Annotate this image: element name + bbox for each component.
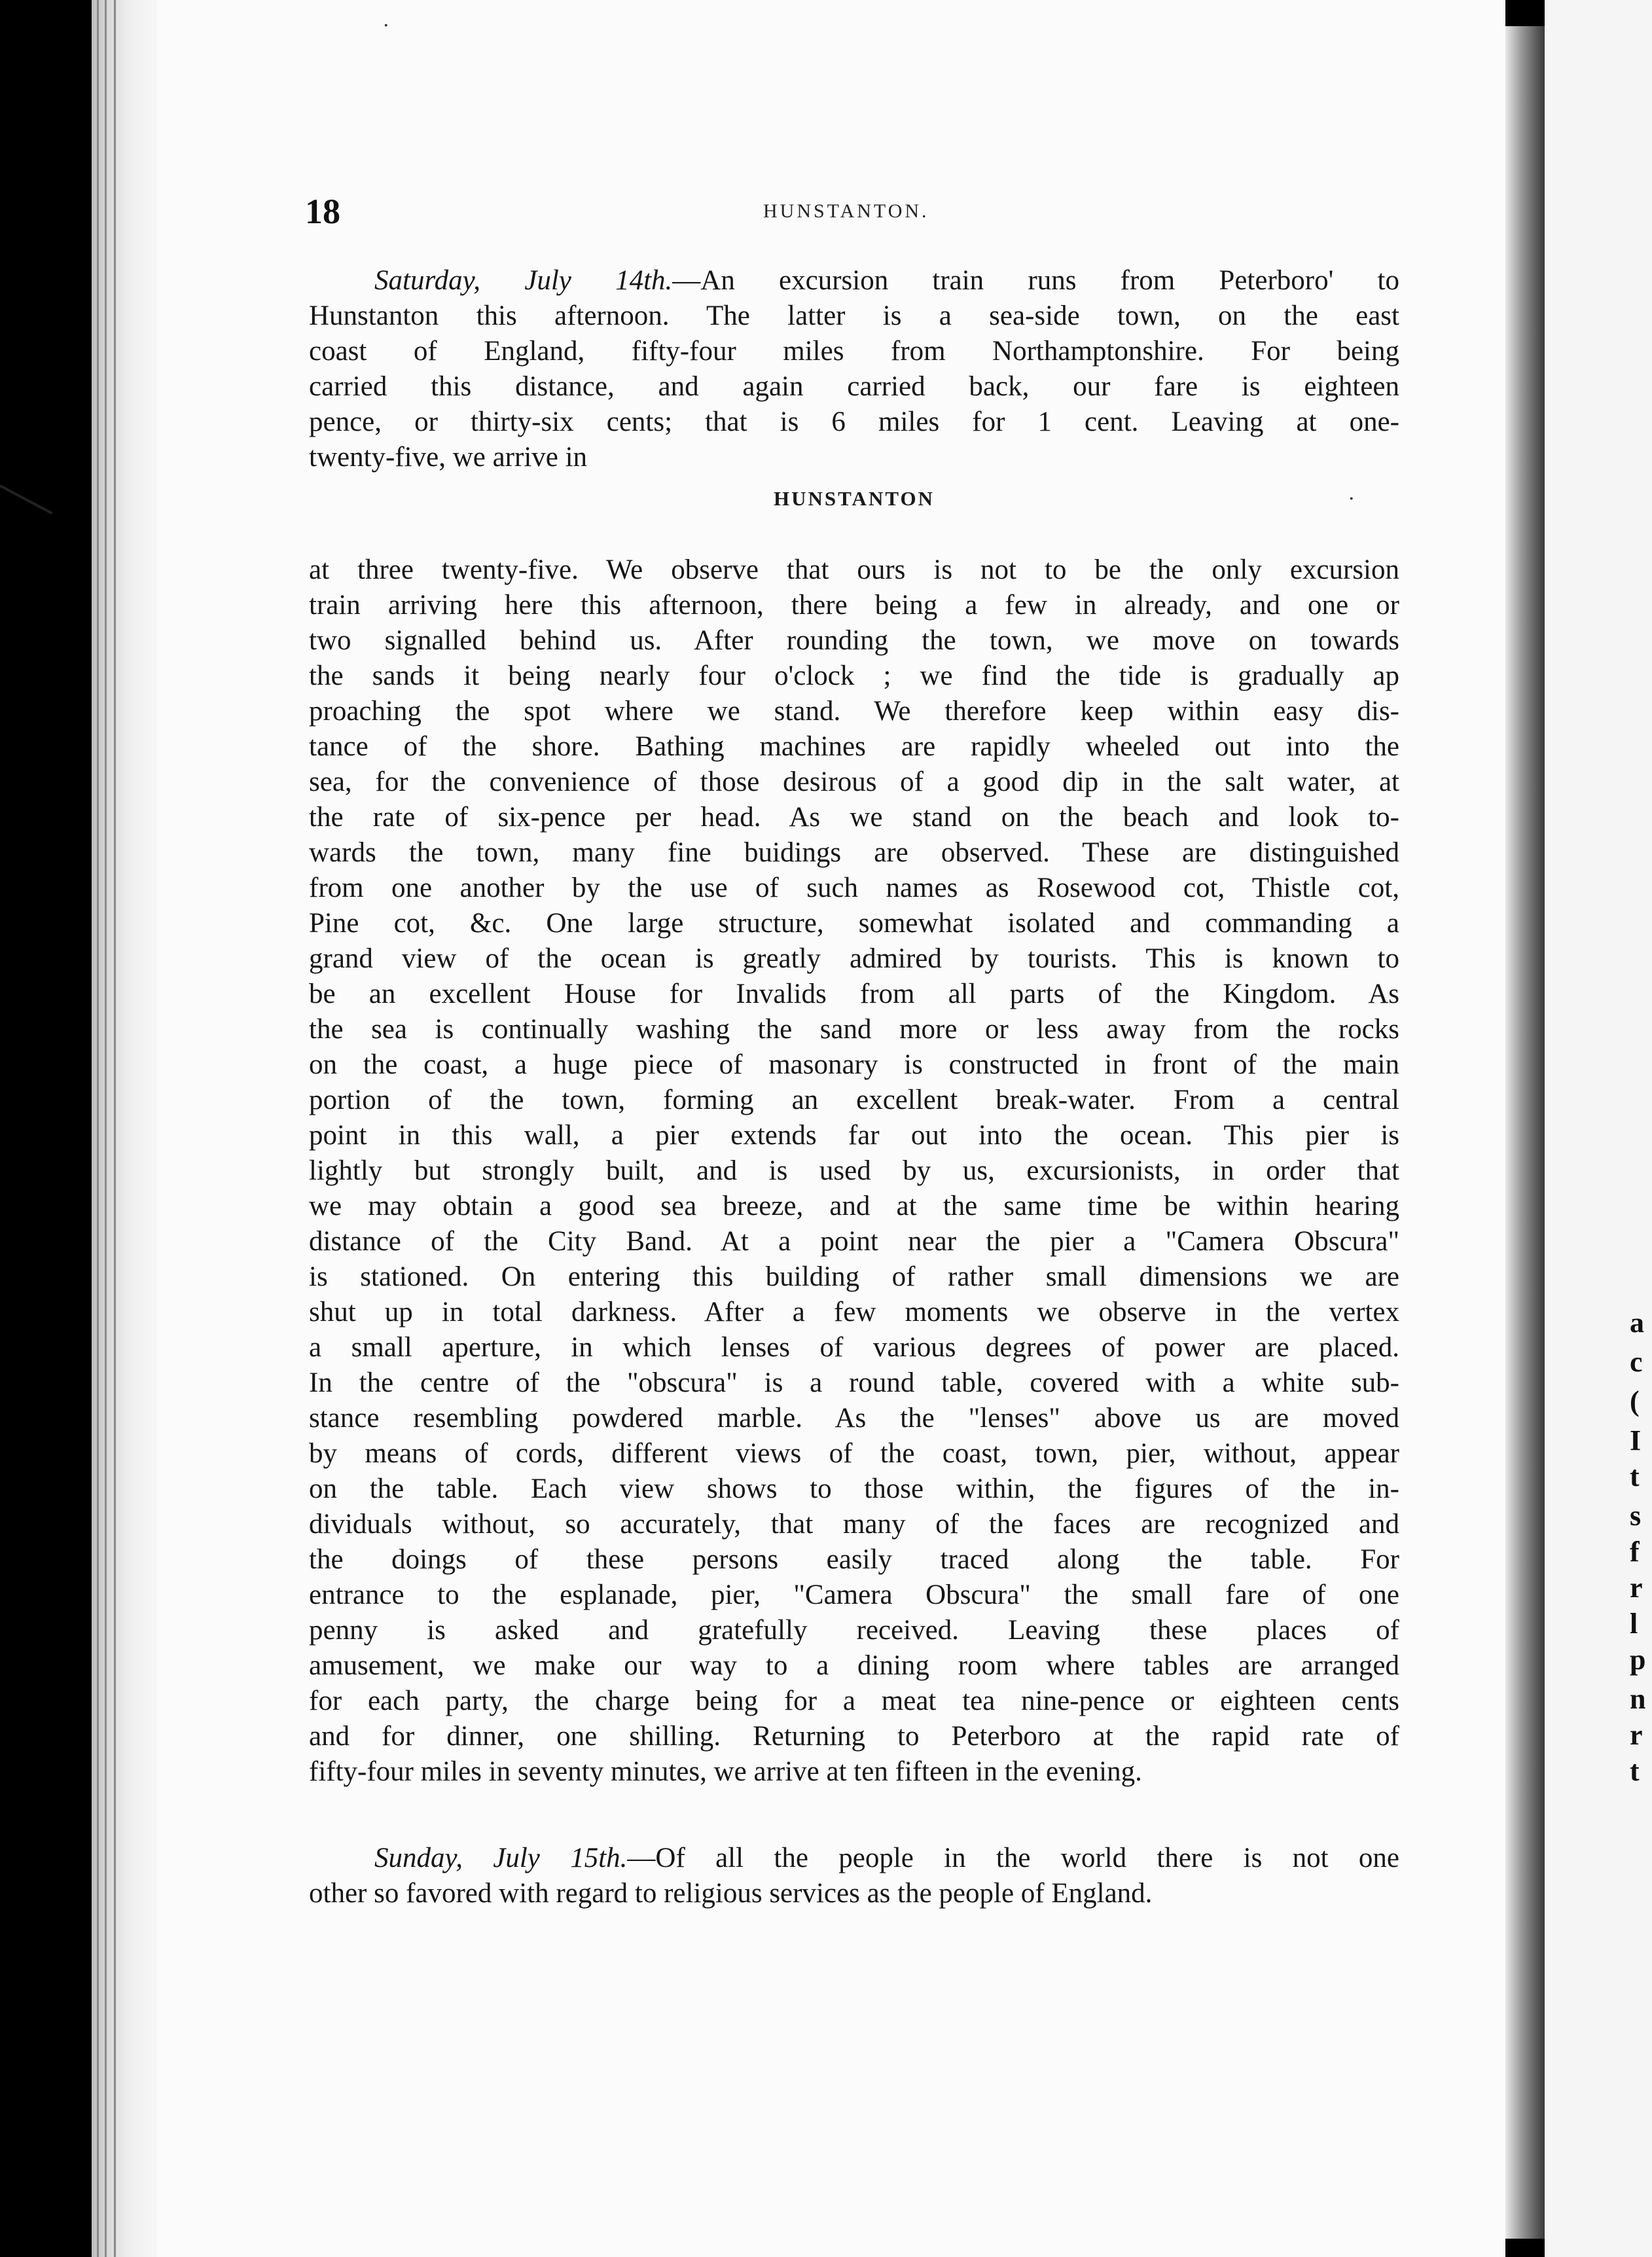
facing-page-fragment: l	[1630, 1608, 1638, 1640]
paragraph-line: two signalled behind us. After rounding the town, we move on towards	[309, 625, 1399, 656]
paragraph-line: the sea is continually washing the sand more or less away from the rocks	[309, 1014, 1399, 1045]
paragraph-line: distance of the City Band. At a point near the pier a "Camera Obscura"	[309, 1226, 1399, 1257]
binding-line	[105, 0, 107, 2257]
paragraph-line: the sands it being nearly four o'clock ; we find the tide is gradually ap	[309, 660, 1399, 691]
paragraph-line: a small aperture, in which lenses of various degrees of power are placed.	[309, 1332, 1399, 1363]
paragraph-line: for each party, the charge being for a meat tea nine-pence or eighteen cents	[309, 1686, 1399, 1716]
paragraph-line: by means of cords, different views of the coast, town, pier, without, appear	[309, 1438, 1399, 1469]
facing-page-fragment: p	[1630, 1644, 1646, 1676]
binding-line	[97, 0, 99, 2257]
date-heading: Saturday, July 14th.	[374, 265, 673, 296]
section-heading: HUNSTANTON	[774, 487, 935, 510]
facing-page-fragment: s	[1630, 1500, 1642, 1532]
paragraph-line: In the centre of the "obscura" is a round table, covered with a white sub-	[309, 1367, 1399, 1398]
paragraph-line: stance resembling powdered marble. As the "lenses" above us are moved	[309, 1403, 1399, 1434]
paragraph-line: carried this distance, and again carried back, our fare is eighteen	[309, 371, 1399, 402]
paragraph-line: tance of the shore. Bathing machines are rapidly wheeled out into the	[309, 731, 1399, 762]
facing-page-fragment: f	[1630, 1536, 1640, 1568]
facing-page-fragment: I	[1630, 1424, 1642, 1456]
paragraph-line: on the table. Each view shows to those within, the figures of the in-	[309, 1473, 1399, 1504]
paragraph-line: other so favored with regard to religious services as the people of England.	[309, 1878, 1153, 1909]
book-binding-edge	[92, 0, 157, 2257]
paragraph-line: sea, for the convenience of those desirous of a good dip in the salt water, at	[309, 767, 1399, 797]
paragraph-saturday	[309, 263, 1399, 475]
paragraph-line: is stationed. On entering this building of rather small dimensions we are	[309, 1261, 1399, 1292]
paragraph-sunday	[309, 1841, 1399, 1911]
paragraph-line: train arriving here this afternoon, there being a few in already, and one or	[309, 590, 1399, 621]
paragraph-hunstanton	[309, 552, 1399, 1790]
dust-speck: ·	[1348, 488, 1355, 511]
paragraph-line: point in this wall, a pier extends far out into the ocean. This pier is	[309, 1120, 1399, 1151]
paragraph-line: shut up in total darkness. After a few moments we observe in the vertex	[309, 1297, 1399, 1327]
facing-page-edge	[1545, 0, 1652, 2257]
paragraph-line-text: —Of all the people in the world there is not one	[627, 1843, 1399, 1873]
paragraph-line: the rate of six-pence per head. As we stand on the beach and look to-	[309, 802, 1399, 833]
paragraph-line	[309, 263, 1399, 298]
page-number: 18	[305, 192, 340, 231]
paragraph-line: pence, or thirty-six cents; that is 6 miles for 1 cent. Leaving at one-	[309, 406, 1399, 437]
facing-page-fragment: a	[1630, 1307, 1644, 1339]
facing-page-fragment: t	[1630, 1755, 1640, 1787]
dust-speck: ·	[383, 14, 389, 37]
paragraph-line	[309, 1841, 1399, 1876]
facing-page-fragment: n	[1630, 1683, 1646, 1715]
paragraph-line: portion of the town, forming an excellent break-water. From a central	[309, 1085, 1399, 1115]
paragraph-line: penny is asked and gratefully received. Leaving these places of	[309, 1615, 1399, 1646]
binding-line	[114, 0, 116, 2257]
paragraph-line: amusement, we make our way to a dining room where tables are arranged	[309, 1650, 1399, 1681]
paragraph-line: and for dinner, one shilling. Returning to Peterboro at the rapid rate of	[309, 1721, 1399, 1752]
paragraph-line: twenty-five, we arrive in	[309, 442, 588, 473]
page-gutter-shadow	[1505, 26, 1545, 2239]
paragraph-line: on the coast, a huge piece of masonary is constructed in front of the main	[309, 1049, 1399, 1080]
paragraph-line-text: —An excursion train runs from Peterboro' to	[672, 265, 1399, 296]
paragraph-line: grand view of the ocean is greatly admired by tourists. This is known to	[309, 943, 1399, 974]
facing-page-fragment: r	[1630, 1572, 1643, 1604]
paragraph-line: fifty-four miles in seventy minutes, we arrive at ten fifteen in the evening.	[309, 1756, 1142, 1787]
page-header	[305, 191, 1399, 230]
facing-page-fragment: c	[1630, 1346, 1643, 1378]
paragraph-line: wards the town, many fine buidings are observed. These are distinguished	[309, 837, 1399, 868]
paragraph-line: from one another by the use of such names as Rosewood cot, Thistle cot,	[309, 873, 1399, 903]
paragraph-line: we may obtain a good sea breeze, and at the same time be within hearing	[309, 1191, 1399, 1221]
paragraph-line: coast of England, fifty-four miles from Northamptonshire. For being	[309, 336, 1399, 367]
paragraph-line: dividuals without, so accurately, that many of the faces are recognized and	[309, 1509, 1399, 1540]
paragraph-line: Pine cot, &c. One large structure, somewhat isolated and commanding a	[309, 908, 1399, 939]
paragraph-line: be an excellent House for Invalids from all parts of the Kingdom. As	[309, 979, 1399, 1009]
paragraph-line: Hunstanton this afternoon. The latter is a sea-side town, on the east	[309, 300, 1399, 331]
paragraph-line: the doings of these persons easily traced along the table. For	[309, 1544, 1399, 1575]
paragraph-line: at three twenty-five. We observe that ours is not to be the only excursion	[309, 554, 1399, 585]
paragraph-line: entrance to the esplanade, pier, "Camera Obscura" the small fare of one	[309, 1580, 1399, 1610]
paragraph-line: lightly but strongly built, and is used by us, excursionists, in order that	[309, 1155, 1399, 1186]
running-head: HUNSTANTON.	[763, 200, 929, 222]
date-heading: Sunday, July 15th.	[374, 1843, 628, 1873]
facing-page-fragment: r	[1630, 1719, 1643, 1751]
facing-page-fragment: t	[1630, 1460, 1640, 1492]
facing-page-fragment: (	[1630, 1385, 1640, 1417]
paragraph-line: proaching the spot where we stand. We therefore keep within easy dis-	[309, 696, 1399, 727]
